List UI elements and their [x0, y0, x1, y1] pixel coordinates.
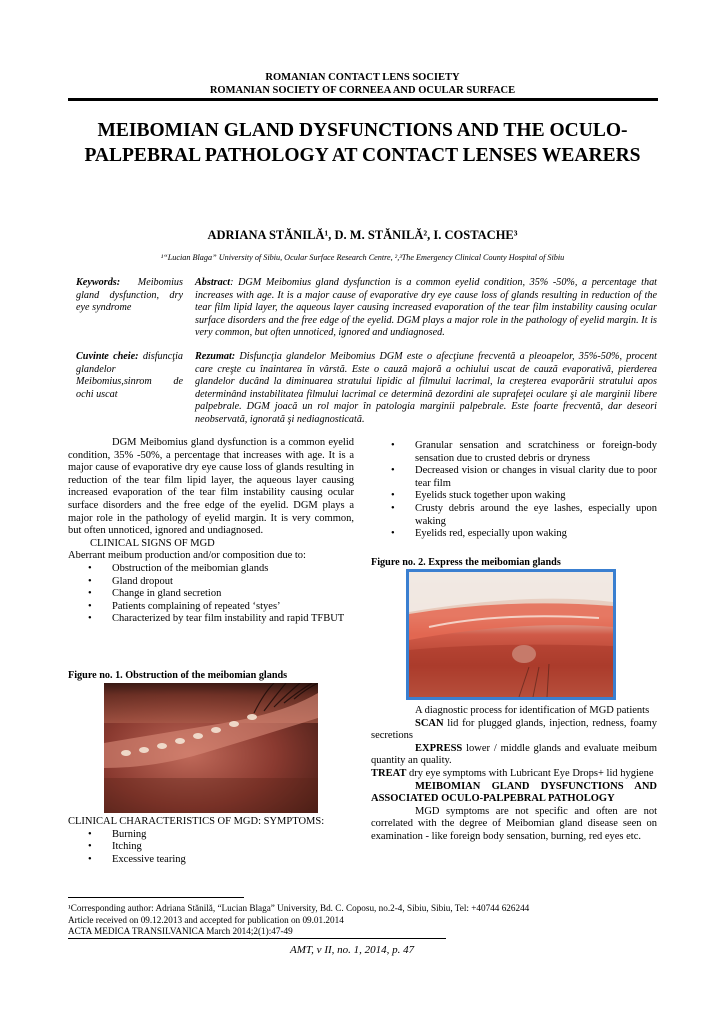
- symptoms-heading: CLINICAL CHARACTERISTICS OF MGD: SYMPTOMS:: [68, 816, 325, 827]
- signs-heading: CLINICAL SIGNS OF MGD: [90, 537, 215, 549]
- list-item: • Granular sensation and scratchiness or foreign-body sensation due to crusted debris or dryness: [371, 440, 657, 465]
- right-column-bullets: [371, 440, 657, 541]
- diagnostic-block: [371, 705, 657, 844]
- symptoms-block: [68, 816, 354, 866]
- affiliation: ¹“Lucian Blaga” University of Sibiu, Ocular Surface Research Centre, ²,³The Emergency Clinical County Hospital of Sibiu: [160, 253, 565, 262]
- society-header-line2: ROMANIAN SOCIETY OF CORNEEA AND OCULAR SURFACE: [209, 85, 516, 96]
- list-item: • Gland dropout: [68, 576, 354, 589]
- treat-step: TREAT dry eye symptoms with Lubricant Eye Drops+ lid hygiene: [371, 767, 654, 779]
- list-item: • Patients complaining of repeated ‘styes’: [68, 601, 354, 614]
- intro-paragraph: DGM Meibomius gland dysfunction is a common eyelid condition, 35% -50%, a percentage that increases with age. It is a major cause of evaporative dry eye cause loss of glands resulting in reduction of the tear film lipid layer, the aqueous layer causing increased evaporation of the tear film instability causing ocular surface disorders and the free edge of the eyelid. DGM plays a major role in the pathology of eyelid margin. It is very common, but often unnoticed, ignored and undiagnosed.: [68, 437, 354, 537]
- list-item: • Obstruction of the meibomian glands: [68, 563, 354, 576]
- keywords-en: Keywords: Meibomius gland dysfunction, dry eye syndrome: [76, 277, 183, 314]
- scan-step: SCAN lid for plugged glands, injection, redness, foamy secretions: [371, 717, 657, 742]
- list-item: • Eyelids stuck together upon waking: [371, 490, 657, 503]
- list-item: • Excessive tearing: [68, 854, 354, 867]
- header-rule: [68, 98, 658, 101]
- authors: ADRIANA STĂNILĂ¹, D. M. STĂNILĂ², I. COSTACHE³: [207, 228, 518, 242]
- page-footer: AMT, v II, no. 1, 2014, p. 47: [290, 944, 415, 956]
- abstract-ro: Rezumat: Disfuncţia glandelor Meibomius DGM este o afecţiune frecventă a pleoapelor, 35%-50%, procent care creşte cu înaintarea în vârstă. Este o cauză majoră a ochiului uscat de cauză evaporativă, pierderea glandelor ducând la diminuarea stratului lipidic al filmului lacrimal, la creşterea evaporării stratului apos determinând instabilitatea filmului lacrimal ce determină dezordini ale suprafeţei oculare şi ale marginii libere palpebrale. DGM joacă un rol major în patologia marginii palpebrale. Este foarte frecventă, dar deseori neobservată, ignorată şi nediagnosticată.: [195, 351, 657, 425]
- footnote-corresponding: ¹Corresponding author: Adriana Stănilă, “Lucian Blaga” University, Bd. C. Coposu, no.2-4, Sibiu, Sibiu, Tel: +40744 626244: [68, 903, 530, 913]
- society-header-line1: ROMANIAN CONTACT LENS SOCIETY: [265, 72, 460, 83]
- footnote-journal: ACTA MEDICA TRANSILVANICA March 2014;2(1):47-49: [68, 926, 293, 936]
- section-heading: MEIBOMIAN GLAND DYSFUNCTIONS AND ASSOCIATED OCULO-PALPEBRAL PATHOLOGY: [371, 780, 657, 805]
- list-item: • Change in gland secretion: [68, 588, 354, 601]
- signs-list: [68, 563, 354, 626]
- section-text: MGD symptoms are not specific and often are not correlated with the degree of Meibomian gland disease seen on examination - like foreign body sensation, burning, red eyes etc.: [371, 805, 657, 842]
- list-item: • Characterized by tear film instability and rapid TFBUT: [68, 613, 354, 626]
- footnotes: [68, 903, 668, 938]
- footnote-received: Article received on 09.12.2013 and accepted for publication on 09.01.2014: [68, 914, 344, 925]
- figure2-image: [406, 569, 616, 700]
- figure1-caption: Figure no. 1. Obstruction of the meibomian glands: [68, 670, 288, 681]
- footnote-rule: [68, 897, 244, 898]
- figure1-image: [104, 683, 318, 813]
- symptoms-list-continued: [371, 440, 657, 541]
- diagnostic-text: A diagnostic process for identification of MGD patients: [415, 705, 650, 716]
- list-item: • Decreased vision or changes in visual clarity due to poor tear film: [371, 465, 657, 490]
- abstract-en: Abstract: DGM Meibomius gland dysfunction is a common eyelid condition, 35% -50%, a percentage that increases with age. It is a major cause of evaporative dry eye cause loss of glands resulting in reduction of the tear film lipid layer, the aqueous layer causing increased evaporation of the tear film instability causing ocular surface disorders and the free edge of the eyelid. DGM plays a major role in the pathology of eyelid margin. It is very common, but often unnoticed, ignored and undiagnosed.: [195, 277, 657, 339]
- list-item: • Burning: [68, 829, 354, 842]
- list-item: • Crusty debris around the eye lashes, especially upon waking: [371, 503, 657, 528]
- footer-rule: [68, 938, 446, 939]
- express-step: EXPRESS lower / middle glands and evaluate meibum quantity an quality.: [371, 742, 657, 767]
- figure2-caption: Figure no. 2. Express the meibomian glands: [371, 557, 561, 568]
- list-item: • Itching: [68, 841, 354, 854]
- signs-lead: Aberrant meibum production and/or composition due to:: [68, 550, 306, 562]
- list-item: • Eyelids red, especially upon waking: [371, 528, 657, 541]
- left-column: [68, 437, 354, 626]
- symptoms-list: [68, 829, 354, 867]
- keywords-ro: Cuvinte cheie: disfuncţia glandelor Meibomius,sinrom de ochi uscat: [76, 351, 183, 400]
- paper-title: MEIBOMIAN GLAND DYSFUNCTIONS AND THE OCULO- PALPEBRAL PATHOLOGY AT CONTACT LENSES WEARERS: [84, 120, 641, 166]
